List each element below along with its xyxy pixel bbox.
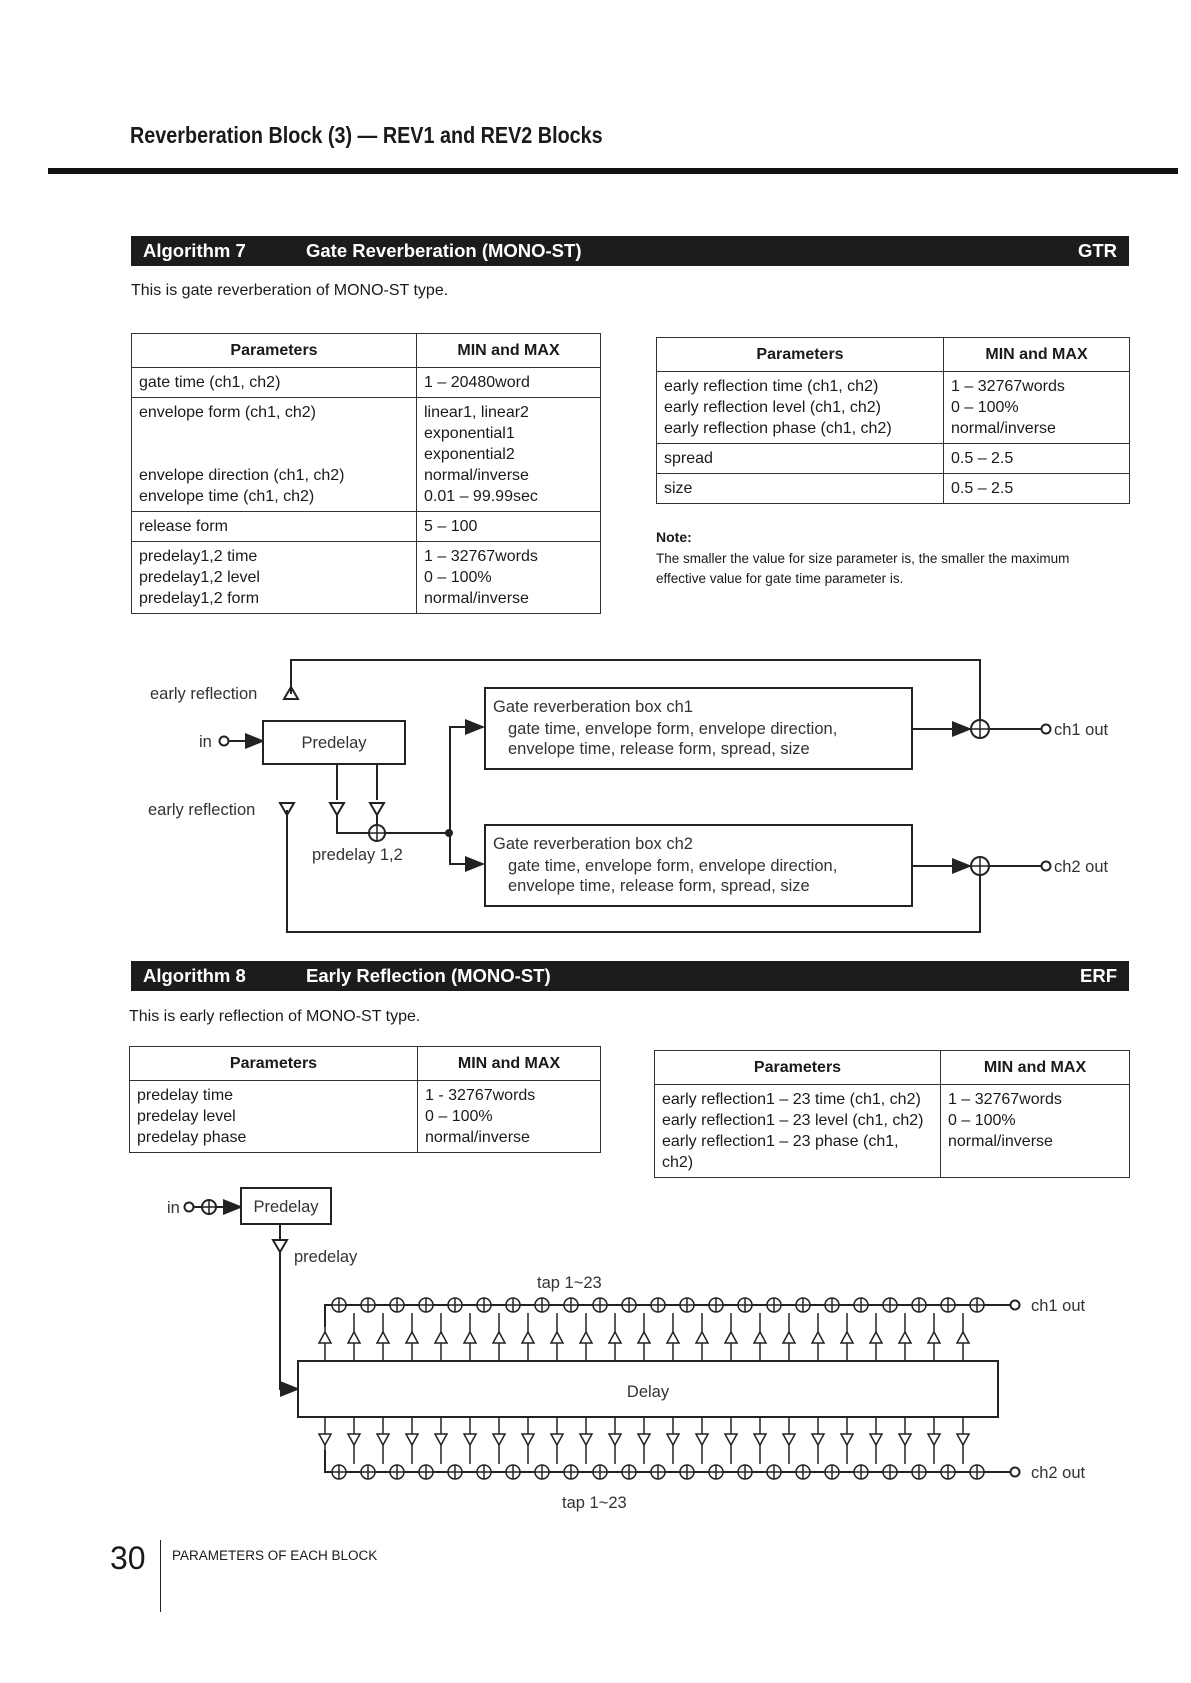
parameter-range: 0 – 100% (951, 399, 1019, 416)
parameters-header: Parameters (655, 1051, 941, 1085)
parameter-name: predelay1,2 form (139, 590, 260, 607)
tap-bottom-triangle-icon (783, 1434, 795, 1445)
parameter-name: envelope direction (ch1, ch2) (139, 467, 345, 484)
parameter-name: predelay level (137, 1108, 236, 1125)
parameter-range: exponential1 (424, 425, 515, 442)
tap-bottom-triangle-icon (638, 1434, 650, 1445)
erf-ch2-out-label: ch2 out (1031, 1464, 1086, 1482)
erf-ch1-out-label: ch1 out (1031, 1297, 1086, 1315)
in-terminal-icon (220, 737, 229, 746)
tap-bottom-triangle-icon (319, 1434, 331, 1445)
parameter-range: 1 – 32767words (951, 378, 1065, 395)
parameter-name: predelay1,2 level (139, 569, 260, 586)
parameter-range: 5 – 100 (424, 518, 478, 535)
early-reflection-diagram (192, 1207, 1011, 1472)
min-max-header: MIN and MAX (941, 1051, 1130, 1085)
erf-ch1-out-terminal-icon (1011, 1301, 1020, 1310)
parameter-range: exponential2 (424, 446, 515, 463)
parameter-range: normal/inverse (424, 467, 529, 484)
early-reflection-bottom-triangle-icon (280, 803, 294, 815)
algorithm-7-name: Gate Reverberation (MONO-ST) (306, 240, 582, 261)
predelay-2-triangle-icon (370, 803, 384, 815)
parameter-name: early reflection phase (ch1, ch2) (664, 420, 892, 437)
tap-top-triangle-icon (928, 1332, 940, 1343)
tap-bottom-triangle-icon (522, 1434, 534, 1445)
tap-top-label: tap 1~23 (537, 1274, 602, 1292)
tap-top-triangle-icon (638, 1332, 650, 1343)
parameter-name: spread (664, 450, 713, 467)
erf-predelay-box-label: Predelay (253, 1198, 319, 1216)
parameter-name: envelope time (ch1, ch2) (139, 488, 315, 505)
algorithm-8-name: Early Reflection (MONO-ST) (306, 965, 551, 986)
parameter-name: size (664, 480, 693, 497)
note-text: The smaller the value for size parameter is, the smaller the maximum effective value for gate time parameter is. (656, 551, 1070, 586)
tap-top-triangle-icon (493, 1332, 505, 1343)
tap-bottom-triangle-icon (870, 1434, 882, 1445)
parameters-header: Parameters (130, 1047, 418, 1081)
tap-top-triangle-icon (870, 1332, 882, 1343)
junction-dot (445, 829, 453, 837)
algorithm-8-label: Algorithm 8 (143, 965, 246, 986)
parameter-range: 1 - 32767words (425, 1087, 536, 1104)
parameter-range: 1 – 32767words (948, 1091, 1062, 1108)
parameters-header: Parameters (132, 334, 417, 368)
tap-top-triangle-icon (754, 1332, 766, 1343)
parameter-name: predelay phase (137, 1129, 247, 1146)
gate-box-ch1-line1: gate time, envelope form, envelope direction, (508, 720, 838, 738)
tap-top-triangle-icon (696, 1332, 708, 1343)
predelay-box-label: Predelay (301, 734, 367, 752)
parameter-range: normal/inverse (425, 1129, 530, 1146)
tap-bottom-triangle-icon (957, 1434, 969, 1445)
tap-bottom-triangle-icon (377, 1434, 389, 1445)
erf-in-terminal-icon (185, 1203, 194, 1212)
early-reflection-bottom-label: early reflection (148, 801, 256, 819)
tap-bottom-triangle-icon (725, 1434, 737, 1445)
tap-array-top (319, 1298, 984, 1361)
tap-top-triangle-icon (406, 1332, 418, 1343)
min-max-header: MIN and MAX (417, 334, 601, 368)
erf-in-label: in (167, 1199, 180, 1217)
gate-box-ch2-title: Gate reverberation box ch2 (493, 835, 693, 853)
ch2-out-terminal-icon (1042, 862, 1051, 871)
tap-top-triangle-icon (319, 1332, 331, 1343)
tap-bottom-triangle-icon (609, 1434, 621, 1445)
early-reflection-top-label: early reflection (150, 685, 258, 703)
parameter-range: 1 – 20480word (424, 374, 530, 391)
footer-rule (160, 1540, 161, 1612)
parameter-range: 0.01 – 99.99sec (424, 488, 538, 505)
parameter-name: early reflection time (ch1, ch2) (664, 378, 879, 395)
tap-top-triangle-icon (667, 1332, 679, 1343)
algorithm-8-intro: This is early reflection of MONO-ST type. (129, 1008, 421, 1025)
tap-bottom-triangle-icon (812, 1434, 824, 1445)
note-title: Note: (656, 529, 692, 545)
parameter-range: normal/inverse (951, 420, 1056, 437)
in-label: in (199, 733, 212, 751)
min-max-header: MIN and MAX (418, 1047, 601, 1081)
tap-top-triangle-icon (377, 1332, 389, 1343)
tap-bottom-triangle-icon (899, 1434, 911, 1445)
parameter-name: early reflection1 – 23 phase (ch1, ch2) (662, 1133, 899, 1171)
tap-top-triangle-icon (464, 1332, 476, 1343)
parameter-range: normal/inverse (424, 590, 529, 607)
tap-bottom-triangle-icon (841, 1434, 853, 1445)
min-max-header: MIN and MAX (944, 338, 1130, 372)
tap-top-triangle-icon (841, 1332, 853, 1343)
tap-bottom-triangle-icon (464, 1434, 476, 1445)
predelay-1-triangle-icon (330, 803, 344, 815)
tap-bottom-triangle-icon (435, 1434, 447, 1445)
parameter-range: 0.5 – 2.5 (951, 450, 1014, 467)
gate-box-ch1-title: Gate reverberation box ch1 (493, 698, 693, 716)
tap-bottom-triangle-icon (754, 1434, 766, 1445)
tap-bottom-triangle-icon (551, 1434, 563, 1445)
ch1-out-terminal-icon (1042, 725, 1051, 734)
tap-bottom-triangle-icon (696, 1434, 708, 1445)
tap-top-triangle-icon (522, 1332, 534, 1343)
tap-top-triangle-icon (551, 1332, 563, 1343)
tap-bottom-triangle-icon (493, 1434, 505, 1445)
tap-bottom-triangle-icon (348, 1434, 360, 1445)
tap-bottom-triangle-icon (406, 1434, 418, 1445)
tap-top-triangle-icon (609, 1332, 621, 1343)
parameter-name: predelay time (137, 1087, 234, 1104)
algorithm-7-label: Algorithm 7 (143, 240, 246, 261)
tap-top-triangle-icon (435, 1332, 447, 1343)
parameter-name: predelay1,2 time (139, 548, 258, 565)
tap-bottom-triangle-icon (667, 1434, 679, 1445)
algorithm-7-intro: This is gate reverberation of MONO-ST type. (131, 282, 449, 299)
tap-top-triangle-icon (580, 1332, 592, 1343)
gate-box-ch2-line2: envelope time, release form, spread, size (508, 877, 810, 895)
page-number: 30 (110, 1540, 146, 1576)
parameter-range: 0 – 100% (948, 1112, 1016, 1129)
parameter-range: 0.5 – 2.5 (951, 480, 1014, 497)
algorithm-8-code: ERF (1080, 965, 1117, 986)
delay-box-label: Delay (626, 1383, 670, 1401)
parameter-range: linear1, linear2 (424, 404, 529, 421)
tap-bottom-triangle-icon (580, 1434, 592, 1445)
tap-bottom-triangle-icon (928, 1434, 940, 1445)
parameter-name: early reflection1 – 23 level (ch1, ch2) (662, 1112, 924, 1129)
parameter-name: early reflection level (ch1, ch2) (664, 399, 881, 416)
footer-section-label: PARAMETERS OF EACH BLOCK (172, 1548, 378, 1563)
algorithm-7-code: GTR (1077, 240, 1117, 261)
ch2-out-label: ch2 out (1054, 858, 1109, 876)
gate-box-ch1-line2: envelope time, release form, spread, size (508, 740, 810, 758)
predelay-1-2-label: predelay 1,2 (312, 846, 403, 864)
parameter-range: 1 – 32767words (424, 548, 538, 565)
tap-top-triangle-icon (348, 1332, 360, 1343)
parameter-name: early reflection1 – 23 time (ch1, ch2) (662, 1091, 921, 1108)
tap-top-triangle-icon (899, 1332, 911, 1343)
parameter-range: normal/inverse (948, 1133, 1053, 1150)
gate-box-ch2-line1: gate time, envelope form, envelope direction, (508, 857, 838, 875)
tap-array-bottom (319, 1417, 984, 1479)
tap-top-triangle-icon (812, 1332, 824, 1343)
tap-top-triangle-icon (783, 1332, 795, 1343)
parameter-name: gate time (ch1, ch2) (139, 374, 281, 391)
tap-bottom-label: tap 1~23 (562, 1494, 627, 1512)
parameter-name: envelope form (ch1, ch2) (139, 404, 316, 421)
page-title: Reverberation Block (3) — REV1 and REV2 Blocks (130, 122, 603, 148)
tap-top-triangle-icon (725, 1332, 737, 1343)
tap-top-triangle-icon (957, 1332, 969, 1343)
ch1-out-label: ch1 out (1054, 721, 1109, 739)
parameter-range: 0 – 100% (424, 569, 492, 586)
erf-predelay-label: predelay (294, 1248, 358, 1266)
predelay-triangle-icon (273, 1240, 287, 1252)
parameters-header: Parameters (657, 338, 944, 372)
parameter-name: release form (139, 518, 228, 535)
parameter-range: 0 – 100% (425, 1108, 493, 1125)
erf-ch2-out-terminal-icon (1011, 1468, 1020, 1477)
